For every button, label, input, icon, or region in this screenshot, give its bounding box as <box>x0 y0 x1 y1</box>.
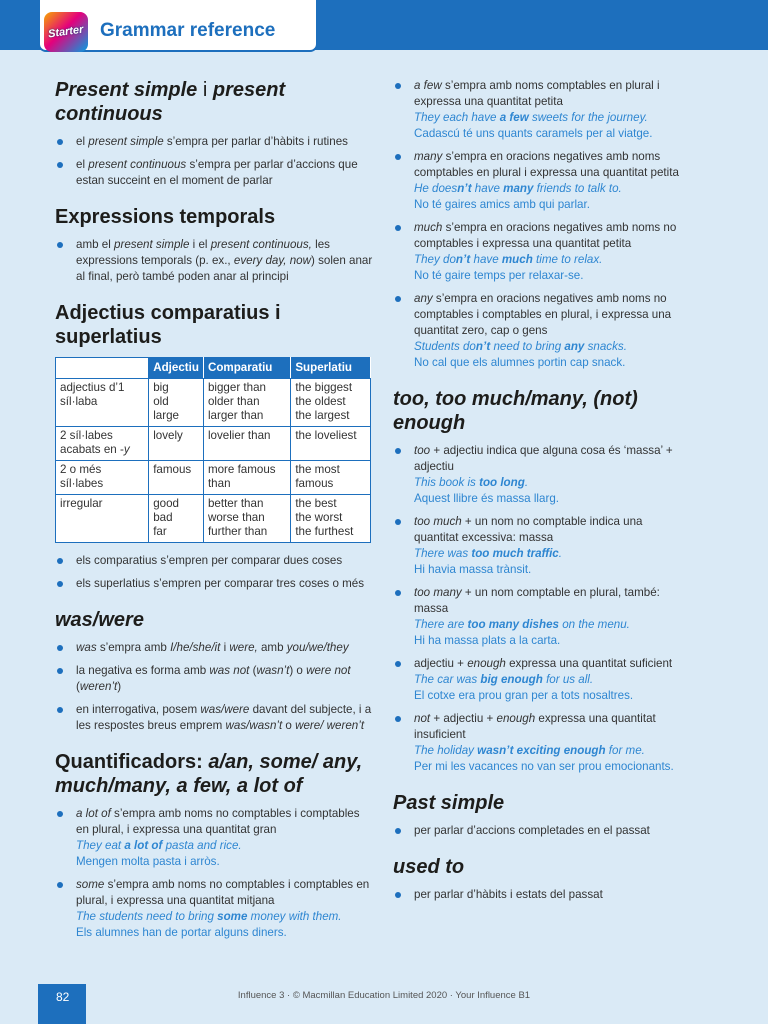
bullet-list <box>55 806 373 941</box>
table-header-cell <box>56 358 149 379</box>
table-cell: the biggest the oldest the largest <box>291 379 371 427</box>
section-past-simple <box>393 791 683 839</box>
heading-part: Present simple <box>55 79 198 101</box>
table-cell: adjectius d’1 síl·laba <box>56 379 149 427</box>
table-row <box>56 427 371 461</box>
table-cell: 2 síl·labes acabats en -y <box>56 427 149 461</box>
section-time-expressions <box>55 205 373 285</box>
section-heading: Adjectius comparatius i superlatius <box>55 302 281 348</box>
list-item: some s’empra amb noms no comptables i comptables en plural, i expressa una quantitat mitjana The students need to bring some money with them. Els alumnes han de portar alguns diners. <box>55 877 373 941</box>
catalan-translation: No té gaires amics amb qui parlar. <box>414 198 590 211</box>
list-item: too much + un nom no comptable indica una quantitat excessiva: massa There was too much traffic. Hi havia massa trànsit. <box>393 514 683 578</box>
list-item: la negativa es forma amb was not (wasn’t) o were not (weren’t) <box>55 663 373 695</box>
starter-badge-icon <box>44 12 88 52</box>
section-heading: used to <box>393 856 465 878</box>
section-too-enough <box>393 387 683 775</box>
catalan-translation: Hi havia massa trànsit. <box>414 563 532 576</box>
english-example: The car was big enough for us all. <box>414 673 594 686</box>
list-item: per parlar d’hàbits i estats del passat <box>393 887 683 903</box>
section-quantifiers-cont <box>393 78 683 371</box>
bullet-list <box>393 887 683 903</box>
bullet-list <box>55 640 373 734</box>
table-header-cell: Comparatiu <box>203 358 290 379</box>
bullet-list <box>393 78 683 371</box>
english-example: They eat a lot of pasta and rice. <box>76 839 242 852</box>
table-cell: more famous than <box>203 461 290 495</box>
list-item: a lot of s’empra amb noms no comptables i comptables en plural, i expressa una quantitat gran They eat a lot of pasta and rice. Mengen molta pasta i arròs. <box>55 806 373 870</box>
list-item: was s’empra amb I/he/she/it i were, amb you/we/they <box>55 640 373 656</box>
english-example: There are too many dishes on the menu. <box>414 618 630 631</box>
right-column <box>393 78 683 919</box>
section-heading: Expressions temporals <box>55 206 276 228</box>
list-item: el present continuous s’empra per parlar d’accions que estan succeint en el moment de parlar <box>55 157 373 189</box>
english-example: The holiday wasn’t exciting enough for me. <box>414 744 645 757</box>
list-item: amb el present simple i el present continuous, les expressions temporals (p. ex., every day, now) solen anar al final, però també poden anar al principi <box>55 237 373 285</box>
list-item: els comparatius s’empren per comparar dues coses <box>55 553 373 569</box>
section-heading <box>55 78 373 126</box>
list-item: much s’empra en oracions negatives amb noms no comptables i expressa una quantitat petita They don’t have much time to relax. No té gaire temps per relaxar-se. <box>393 220 683 284</box>
table-cell: lovely <box>149 427 204 461</box>
section-quantifiers <box>55 750 373 941</box>
list-item: adjectiu + enough expressa una quantitat suficient The car was big enough for us all. El cotxe era prou gran per a tots nosaltres. <box>393 656 683 704</box>
section-heading: too, too much/many, (not) enough <box>393 388 638 434</box>
catalan-translation: El cotxe era prou gran per a tots nosaltres. <box>414 689 634 702</box>
catalan-translation: Mengen molta pasta i arròs. <box>76 855 220 868</box>
list-item: any s’empra en oracions negatives amb noms no comptables i comptables en plural, i expressa una quantitat zero, cap o gens Students don’t need to bring any snacks. No cal que els alumnes portin cap snack. <box>393 291 683 371</box>
list-item: too many + un nom comptable en plural, també: massa There are too many dishes on the menu. Hi ha massa plats a la carta. <box>393 585 683 649</box>
table-header-cell: Superlatiu <box>291 358 371 379</box>
bullet-list <box>393 443 683 775</box>
section-used-to <box>393 855 683 903</box>
list-item: per parlar d’accions completades en el passat <box>393 823 683 839</box>
bullet-list <box>55 237 373 285</box>
heading-part: present continuous <box>55 79 286 125</box>
catalan-translation: Hi ha massa plats a la carta. <box>414 634 561 647</box>
bullet-list <box>55 134 373 189</box>
comparatives-table <box>55 357 371 543</box>
table-header-cell: Adjectiu <box>149 358 204 379</box>
catalan-translation: No cal que els alumnes portin cap snack. <box>414 356 626 369</box>
english-example: This book is too long. <box>414 476 529 489</box>
english-example: There was too much traffic. <box>414 547 562 560</box>
table-cell: the most famous <box>291 461 371 495</box>
section-was-were <box>55 608 373 734</box>
table-cell: 2 o més síl·labes <box>56 461 149 495</box>
list-item: many s’empra en oracions negatives amb noms comptables en plural i expressa una quantitat petita He doesn’t have many friends to talk to. No té gaires amics amb qui parlar. <box>393 149 683 213</box>
table-cell: the loveliest <box>291 427 371 461</box>
table-cell: better than worse than further than <box>203 495 290 543</box>
catalan-translation: Per mi les vacances no van ser prou emocionants. <box>414 760 674 773</box>
table-row <box>56 461 371 495</box>
list-item: not + adjectiu + enough expressa una quantitat insuficient The holiday wasn’t exciting enough for me. Per mi les vacances no van ser prou emocionants. <box>393 711 683 775</box>
heading-part: i <box>197 79 213 101</box>
badge-label: Starter <box>47 23 85 41</box>
table-cell: lovelier than <box>203 427 290 461</box>
list-item: el present simple s’empra per parlar d’hàbits i rutines <box>55 134 373 150</box>
list-item: els superlatius s’empren per comparar tres coses o més <box>55 576 373 592</box>
page-number: 82 <box>38 984 86 1024</box>
table-row <box>56 495 371 543</box>
catalan-translation: Cadascú té uns quants caramels per al viatge. <box>414 127 653 140</box>
english-example: He doesn’t have many friends to talk to. <box>414 182 622 195</box>
list-item: too + adjectiu indica que alguna cosa és ‘massa’ + adjectiu This book is too long. Aquest llibre és massa llarg. <box>393 443 683 507</box>
table-cell: irregular <box>56 495 149 543</box>
section-comparatives <box>55 301 373 592</box>
section-heading: Past simple <box>393 792 505 814</box>
catalan-translation: Els alumnes han de portar alguns diners. <box>76 926 287 939</box>
table-cell: big old large <box>149 379 204 427</box>
table-cell: bigger than older than larger than <box>203 379 290 427</box>
english-example: Students don’t need to bring any snacks. <box>414 340 627 353</box>
list-item: a few s’empra amb noms comptables en plural i expressa una quantitat petita They each have a few sweets for the journey. Cadascú té uns quants caramels per al viatge. <box>393 78 683 142</box>
english-example: They don’t have much time to relax. <box>414 253 603 266</box>
section-heading: was/were <box>55 609 144 631</box>
bullet-list <box>393 823 683 839</box>
table-cell: the best the worst the furthest <box>291 495 371 543</box>
table-cell: good bad far <box>149 495 204 543</box>
page-title: Grammar reference <box>100 20 276 41</box>
table-cell: famous <box>149 461 204 495</box>
english-example: They each have a few sweets for the journey. <box>414 111 648 124</box>
table-row <box>56 379 371 427</box>
footer-credits: Influence 3 · © Macmillan Education Limited 2020 · Your Influence B1 <box>237 990 531 1001</box>
left-column <box>55 78 373 957</box>
list-item: en interrogativa, posem was/were davant del subjecte, i a les respostes breus emprem was/wasn’t o were/ weren’t <box>55 702 373 734</box>
section-present-simple <box>55 78 373 189</box>
catalan-translation: Aquest llibre és massa llarg. <box>414 492 559 505</box>
bullet-list <box>55 553 373 592</box>
catalan-translation: No té gaire temps per relaxar-se. <box>414 269 584 282</box>
section-heading: Quantificadors: a/an, some/ any, much/many, a few, a lot of <box>55 751 363 797</box>
english-example: The students need to bring some money with them. <box>76 910 342 923</box>
